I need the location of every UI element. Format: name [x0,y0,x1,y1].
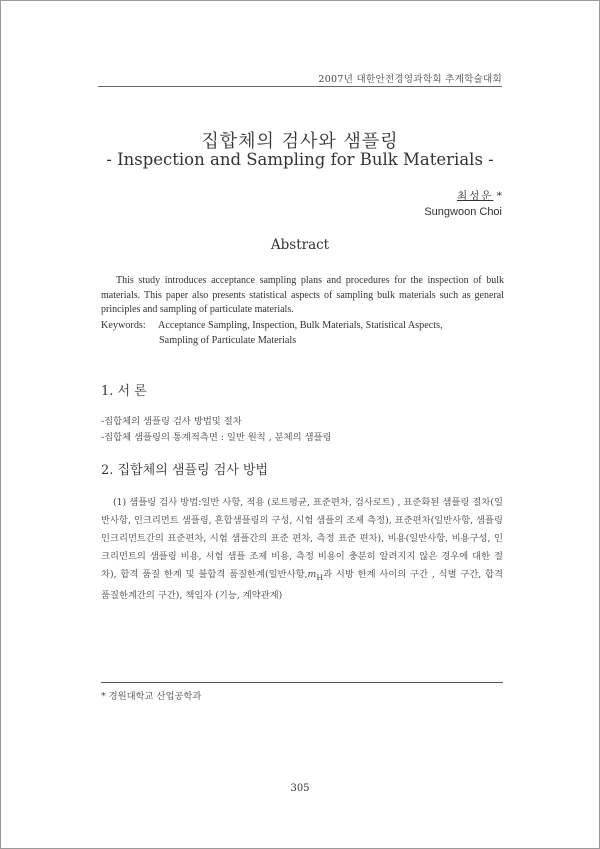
keywords-label: Keywords: [101,320,146,331]
section-2-heading: 2. 집합체의 샘플링 검사 방법 [101,463,269,478]
keywords [101,318,511,348]
keywords-line-1 [101,318,511,333]
author-korean [457,188,502,203]
section-1-heading: 1. 서 론 [101,384,147,399]
footnote: * 경원대학교 산업공학과 [101,691,202,702]
paper-title-english: - Inspection and Sampling for Bulk Materials - [106,150,494,169]
math-subscript: H [316,572,324,582]
paragraph-text-part-2: 과 시방 한계 사이의 구간 , 식별 구간, 합격 품질한계간의 구간), 책임자 (기능, 계약관계) [101,569,503,601]
page-number: 305 [290,783,310,794]
abstract-heading: Abstract [270,237,330,253]
keywords-line-2: Sampling of Particulate Materials [159,335,297,346]
paragraph-text-part-1: (1) 샘플링 검사 방법:일반 사항, 적용 (로트평균, 표준편차, 검사로트) , 표준화된 샘플링 절차(일반사항, 인크리먼트 샘플링, 혼합샘플링의 구성, 시험 샘플의 조제 측정), 표준편차(일반사항, 샘플링 인크리먼트간의 표준편차, 시험 샘플간의 표준 편차, 측정 표준 편차), 비용(일반사항, 비용구성, 인크리먼트의 샘플링 비용, 시험 샘플 조제 비용, 측정 비용이 충분히 알려지지 않은 경우에 대한 절차), 합격 품질 한계 및 불합격 품질한계(일반사항, [101,497,503,580]
header-rule [98,86,502,87]
author-name-korean: 최성운 [456,190,494,202]
section-1-list [101,414,331,446]
footnote-rule [101,682,503,683]
paper-title-korean: 집합체의 검사와 샘플링 [201,131,399,152]
math-symbol: m [307,569,317,580]
running-header: 2007년 대한안전경영과학회 추계학술대회 [318,74,502,85]
section-2-paragraph [101,494,503,605]
keywords-text-1: Acceptance Sampling, Inspection, Bulk Materials, Statistical Aspects, [158,320,443,331]
list-item: -집합체 샘플링의 통계적측면 : 일반 원칙 , 분체의 샘플링 [101,432,332,443]
author-english: Sungwoon Choi [424,206,502,218]
author-affiliation-marker: * [496,190,502,202]
abstract-body: This study introduces acceptance sampling plans and procedures for the inspection of bulk materials. This paper also presents statistical aspects of sampling bulk materials such as general principles and sampling of particulate materials. [101,275,504,315]
list-item: -집합체의 샘플링 검사 방법및 절차 [101,416,242,427]
